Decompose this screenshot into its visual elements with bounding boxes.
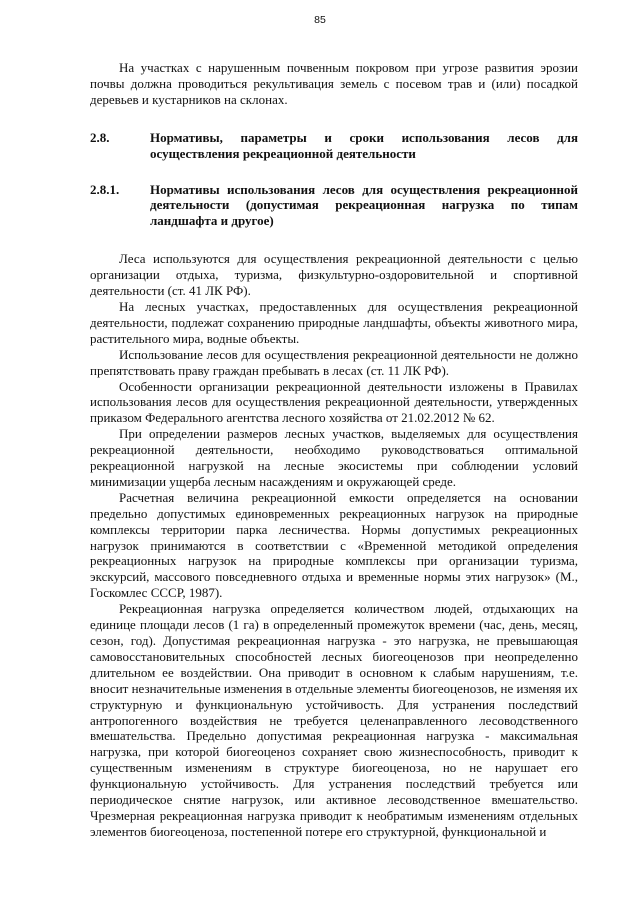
section-number: 2.8. <box>90 129 110 145</box>
body-paragraph: Расчетная величина рекреационной емкости определяется на основании предельно допустимых единовременных рекреационных нагрузок на природные комплексы территории парка лесничества. Нормы допустимых рекреационных нагрузок принимаются в соответствии с «Временной методикой определения рекреационных нагрузок на природные комплексы при организации туризма, экскурсий, массового повседневного отдыха и временные нормы этих нагрузок» (М., Госкомлес СССР, 1987). <box>90 489 578 601</box>
body-paragraph: При определении размеров лесных участков, выделяемых для осуществления рекреационной деятельности, необходимо руководствоваться оптимальной рекреационной нагрузкой на лесные экосистемы при соблюдении условий минимизации ущерба лесным насаждениям и окружающей среде. <box>90 426 578 489</box>
section-heading-2-8-1 <box>63 182 578 230</box>
page-content <box>90 60 578 840</box>
body-paragraph: Рекреационная нагрузка определяется количеством людей, отдыхающих на единице площади лесов (1 га) в определенный промежуток времени (час, день, месяц, сезон, год). Допустимая рекреационная нагрузка - это нагрузка, не превышающая самовосстановительных способностей лесных биогеоценозов при неопределенно длительном ее воздействии. Она приводит в основном к слабым нарушениям, т.е. вносит незначительные изменения в отдельные элементы биогеоценозов, не изменяя их структурную и функциональную устойчивость. Для устранения последствий антропогенного воздействия не требуется целенаправленного лесоводственного вмешательства. Предельно допустимая рекреационная нагрузка - максимальная нагрузка, при которой биогеоценоз сохраняет свою жизнеспособность, приводит к существенным изменениям в структуре биогеоценоза, но не нарушает его функциональную устойчивость. Для устранения последствий требуется или периодическое снятие нагрузок, или активное лесоводственное вмешательство. Чрезмерная рекреационная нагрузка приводит к необратимым изменениям отдельных элементов биогеоценоза, постепенной потере его структурной, функциональной и <box>90 601 579 839</box>
section-number: 2.8.1. <box>90 181 120 197</box>
section-heading-2-8 <box>63 130 578 162</box>
page-number: 85 <box>314 14 326 26</box>
body-paragraph: Леса используются для осуществления рекреационной деятельности с целью организации отдыха, туризма, физкультурно-оздоровительной и спортивной деятельности (ст. 41 ЛК РФ). <box>90 251 578 299</box>
intro-paragraph: На участках с нарушенным почвенным покровом при угрозе развития эрозии почвы должна проводиться рекультивация земель с посевом трав и (или) посадкой деревьев и кустарников на склонах. <box>90 60 578 107</box>
body-paragraph: Особенности организации рекреационной деятельности изложены в Правилах использования лесов для осуществления рекреационной деятельности, утвержденных приказом Федерального агентства лесного хозяйства от 21.02.2012 № 62. <box>90 378 578 426</box>
section-title: Нормативы использования лесов для осуществления рекреационной деятельности (допустимая рекреационная нагрузка по типам ландшафта и другое) <box>150 181 578 229</box>
body-paragraph: На лесных участках, предоставленных для осуществления рекреационной деятельности, подлежат сохранению природные ландшафты, объекты животного мира, растительного мира, водные объекты. <box>90 298 578 346</box>
body-paragraph: Использование лесов для осуществления рекреационной деятельности не должно препятствовать праву граждан пребывать в лесах (ст. 11 ЛК РФ). <box>90 346 578 378</box>
section-title: Нормативы, параметры и сроки использования лесов для осуществления рекреационной деятельности <box>150 129 578 161</box>
